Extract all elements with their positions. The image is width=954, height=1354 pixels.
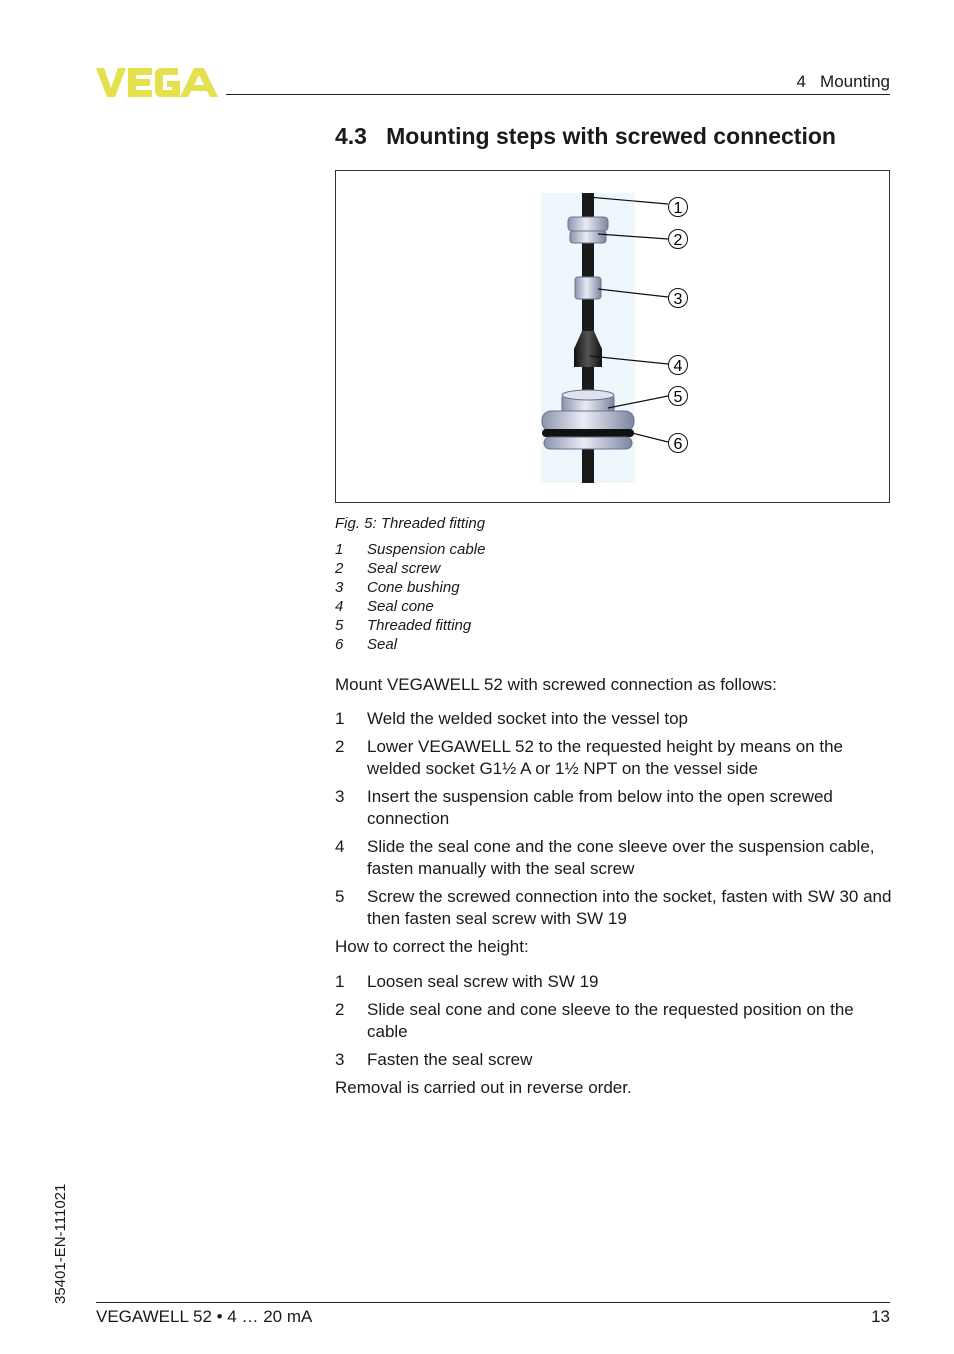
legend-item: 3 Cone bushing bbox=[335, 579, 460, 596]
list-item: 2 Slide seal cone and cone sleeve to the requested position on the cable bbox=[335, 1000, 854, 1041]
callout-4 bbox=[669, 356, 688, 376]
callout-1 bbox=[669, 198, 688, 218]
svg-text:4: 4 bbox=[673, 358, 683, 375]
section-title: 4.3 Mounting steps with screwed connection bbox=[335, 123, 836, 149]
legend-item: 2 Seal screw bbox=[335, 560, 441, 577]
list-item: 1 Weld the welded socket into the vessel top bbox=[335, 709, 688, 728]
document-id: 35401-EN-111021 bbox=[52, 1183, 69, 1304]
legend-item: 1 Suspension cable bbox=[335, 541, 486, 558]
list-item: 1 Loosen seal screw with SW 19 bbox=[335, 972, 599, 991]
intro-paragraph: Mount VEGAWELL 52 with screwed connection as follows: bbox=[335, 675, 777, 694]
svg-text:3: 3 bbox=[673, 291, 683, 308]
threaded-fitting-illustration bbox=[336, 171, 889, 502]
list-item: 3 Fasten the seal screw bbox=[335, 1050, 533, 1069]
figure-legend bbox=[335, 541, 485, 655]
correct-height-steps bbox=[335, 971, 895, 1071]
list-item: 4 Slide the seal cone and the cone sleeve over the suspension cable, fasten manually with the seal screw bbox=[335, 837, 875, 878]
list-item: 3 Insert the suspension cable from below into the open screwed connection bbox=[335, 787, 833, 828]
legend-item: 6 Seal bbox=[335, 636, 398, 653]
figure-caption: Fig. 5: Threaded fitting bbox=[335, 515, 486, 532]
correct-height-heading: How to correct the height: bbox=[335, 937, 529, 956]
callout-3 bbox=[669, 289, 688, 309]
footer-rule bbox=[96, 1302, 890, 1303]
legend-item: 5 Threaded fitting bbox=[335, 617, 472, 634]
mounting-steps bbox=[335, 708, 895, 930]
list-item: 5 Screw the screwed connection into the socket, fasten with SW 30 and then fasten seal screw with SW 19 bbox=[335, 887, 892, 928]
callout-5 bbox=[669, 387, 688, 407]
svg-text:2: 2 bbox=[673, 232, 683, 249]
svg-text:6: 6 bbox=[673, 436, 683, 453]
running-header: 4 Mounting bbox=[796, 72, 890, 91]
svg-text:5: 5 bbox=[673, 389, 683, 406]
callout-2 bbox=[669, 230, 688, 250]
vega-logo bbox=[96, 62, 220, 102]
legend-item: 4 Seal cone bbox=[335, 598, 434, 615]
page-number: 13 bbox=[871, 1307, 890, 1326]
list-item: 2 Lower VEGAWELL 52 to the requested height by means on the welded socket G1½ A or 1½ NPT on the vessel side bbox=[335, 737, 843, 778]
removal-note: Removal is carried out in reverse order. bbox=[335, 1078, 632, 1097]
svg-text:1: 1 bbox=[673, 200, 683, 217]
footer-product: VEGAWELL 52 • 4 … 20 mA bbox=[96, 1307, 313, 1326]
callout-6 bbox=[669, 434, 688, 454]
header-rule bbox=[226, 94, 890, 95]
figure-threaded-fitting bbox=[335, 170, 890, 503]
